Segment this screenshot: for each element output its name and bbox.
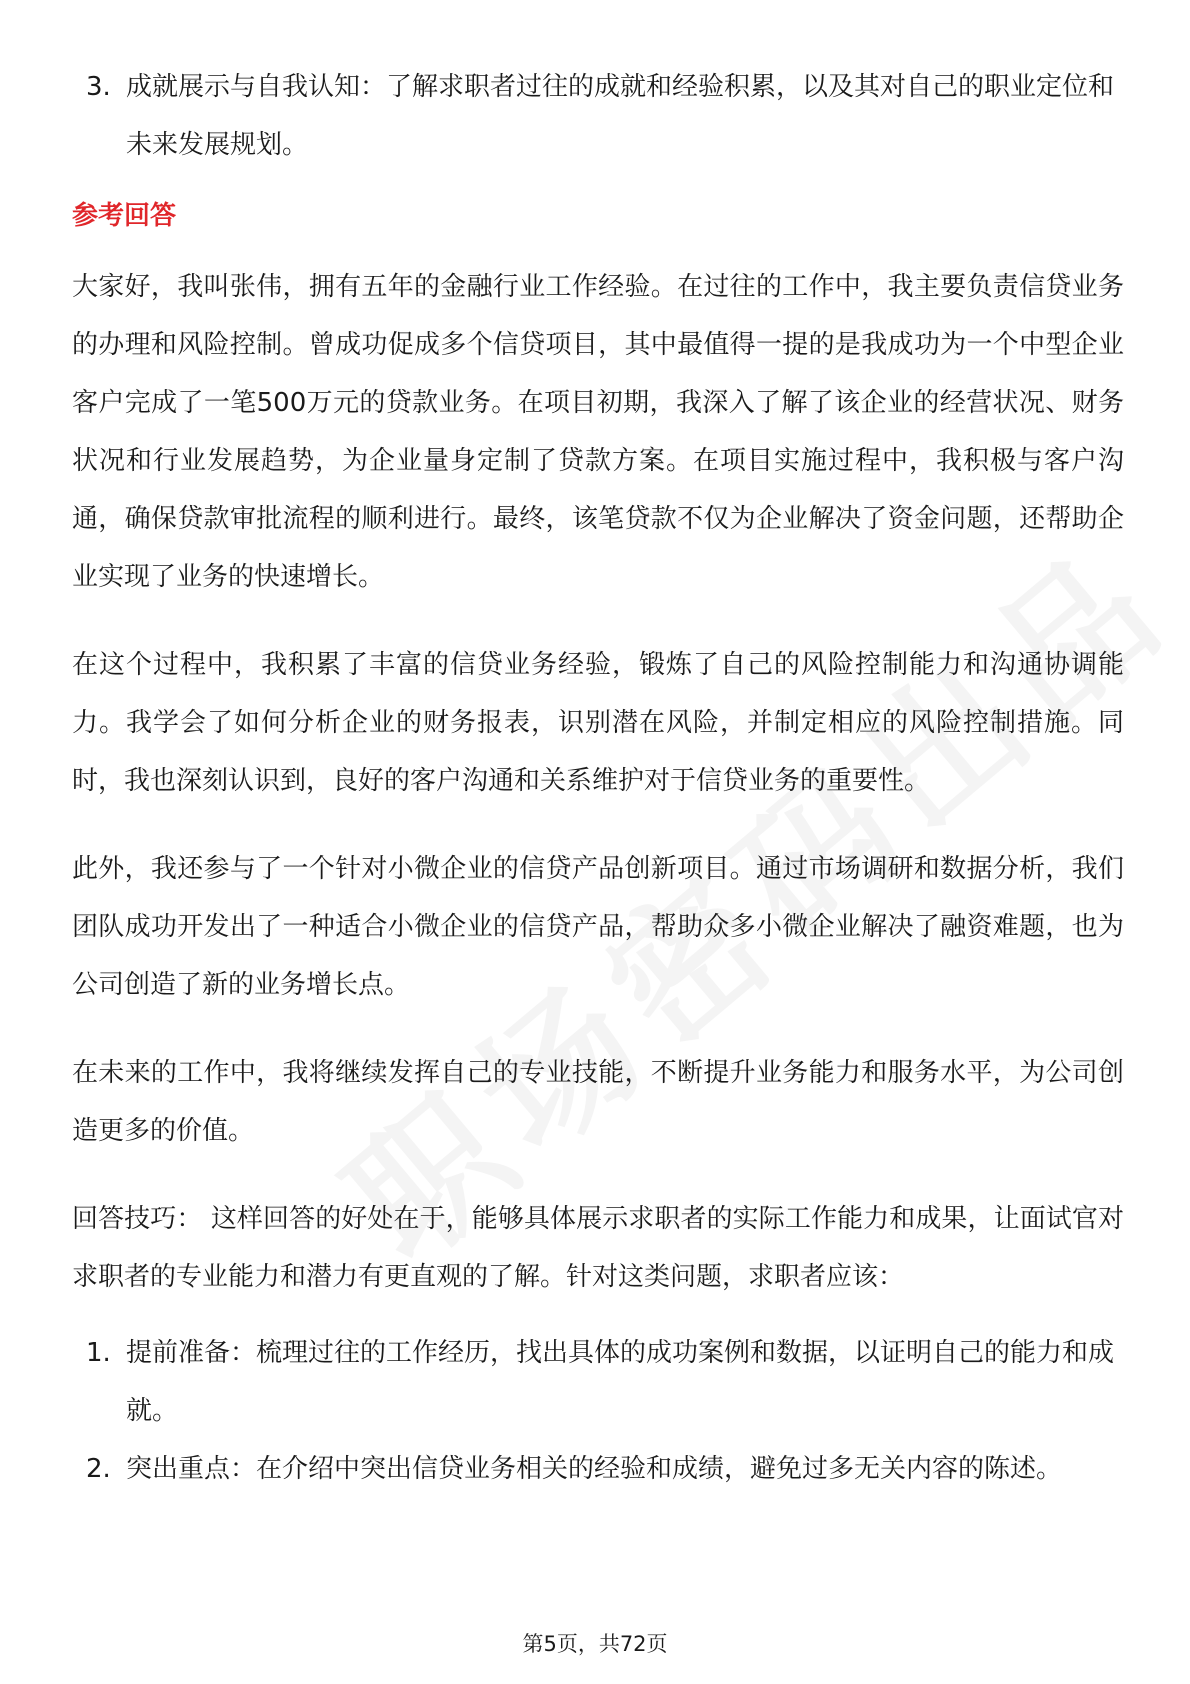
list-number: 3. [86, 72, 111, 102]
list-item-text: 成就展示与自我认知：了解求职者过往的成就和经验积累，以及其对自己的职业定位和未来发展规划。 [126, 72, 1115, 160]
list-number: 2. [86, 1454, 111, 1484]
tips-list [72, 1324, 1124, 1498]
list-item [72, 1440, 1124, 1498]
paragraph-experience: 在这个过程中，我积累了丰富的信贷业务经验，锻炼了自己的风险控制能力和沟通协调能力。我学会了如何分析企业的财务报表，识别潜在风险，并制定相应的风险控制措施。同时，我也深刻认识到，良好的客户沟通和关系维护对于信贷业务的重要性。 [72, 650, 1124, 796]
list-item [72, 58, 1124, 174]
list-item [72, 1324, 1124, 1440]
paragraph-future: 在未来的工作中，我将继续发挥自己的专业技能，不断提升业务能力和服务水平，为公司创造更多的价值。 [72, 1058, 1124, 1146]
top-list [72, 58, 1124, 174]
list-number: 1. [86, 1338, 111, 1368]
list-item-text: 提前准备：梳理过往的工作经历，找出具体的成功案例和数据，以证明自己的能力和成就。 [126, 1338, 1115, 1426]
page-number: 第5页，共72页 [522, 1632, 668, 1656]
list-item-text: 突出重点：在介绍中突出信贷业务相关的经验和成绩，避免过多无关内容的陈述。 [126, 1454, 1063, 1484]
paragraph-project: 此外，我还参与了一个针对小微企业的信贷产品创新项目。通过市场调研和数据分析，我们团队成功开发出了一种适合小微企业的信贷产品，帮助众多小微企业解决了融资难题，也为公司创造了新的业务增长点。 [72, 854, 1124, 1000]
page-content [72, 58, 1124, 1498]
paragraph-tips: 回答技巧： 这样回答的好处在于，能够具体展示求职者的实际工作能力和成果，让面试官对求职者的专业能力和潜力有更直观的了解。针对这类问题，求职者应该： [72, 1204, 1124, 1292]
paragraph-intro: 大家好，我叫张伟，拥有五年的金融行业工作经验。在过往的工作中，我主要负责信贷业务的办理和风险控制。曾成功促成多个信贷项目，其中最值得一提的是我成功为一个中型企业客户完成了一笔500万元的贷款业务。在项目初期，我深入了解了该企业的经营状况、财务状况和行业发展趋势，为企业量身定制了贷款方案。在项目实施过程中，我积极与客户沟通，确保贷款审批流程的顺利进行。最终，该笔贷款不仅为企业解决了资金问题，还帮助企业实现了业务的快速增长。 [72, 272, 1124, 592]
section-heading: 参考回答 [72, 201, 177, 231]
